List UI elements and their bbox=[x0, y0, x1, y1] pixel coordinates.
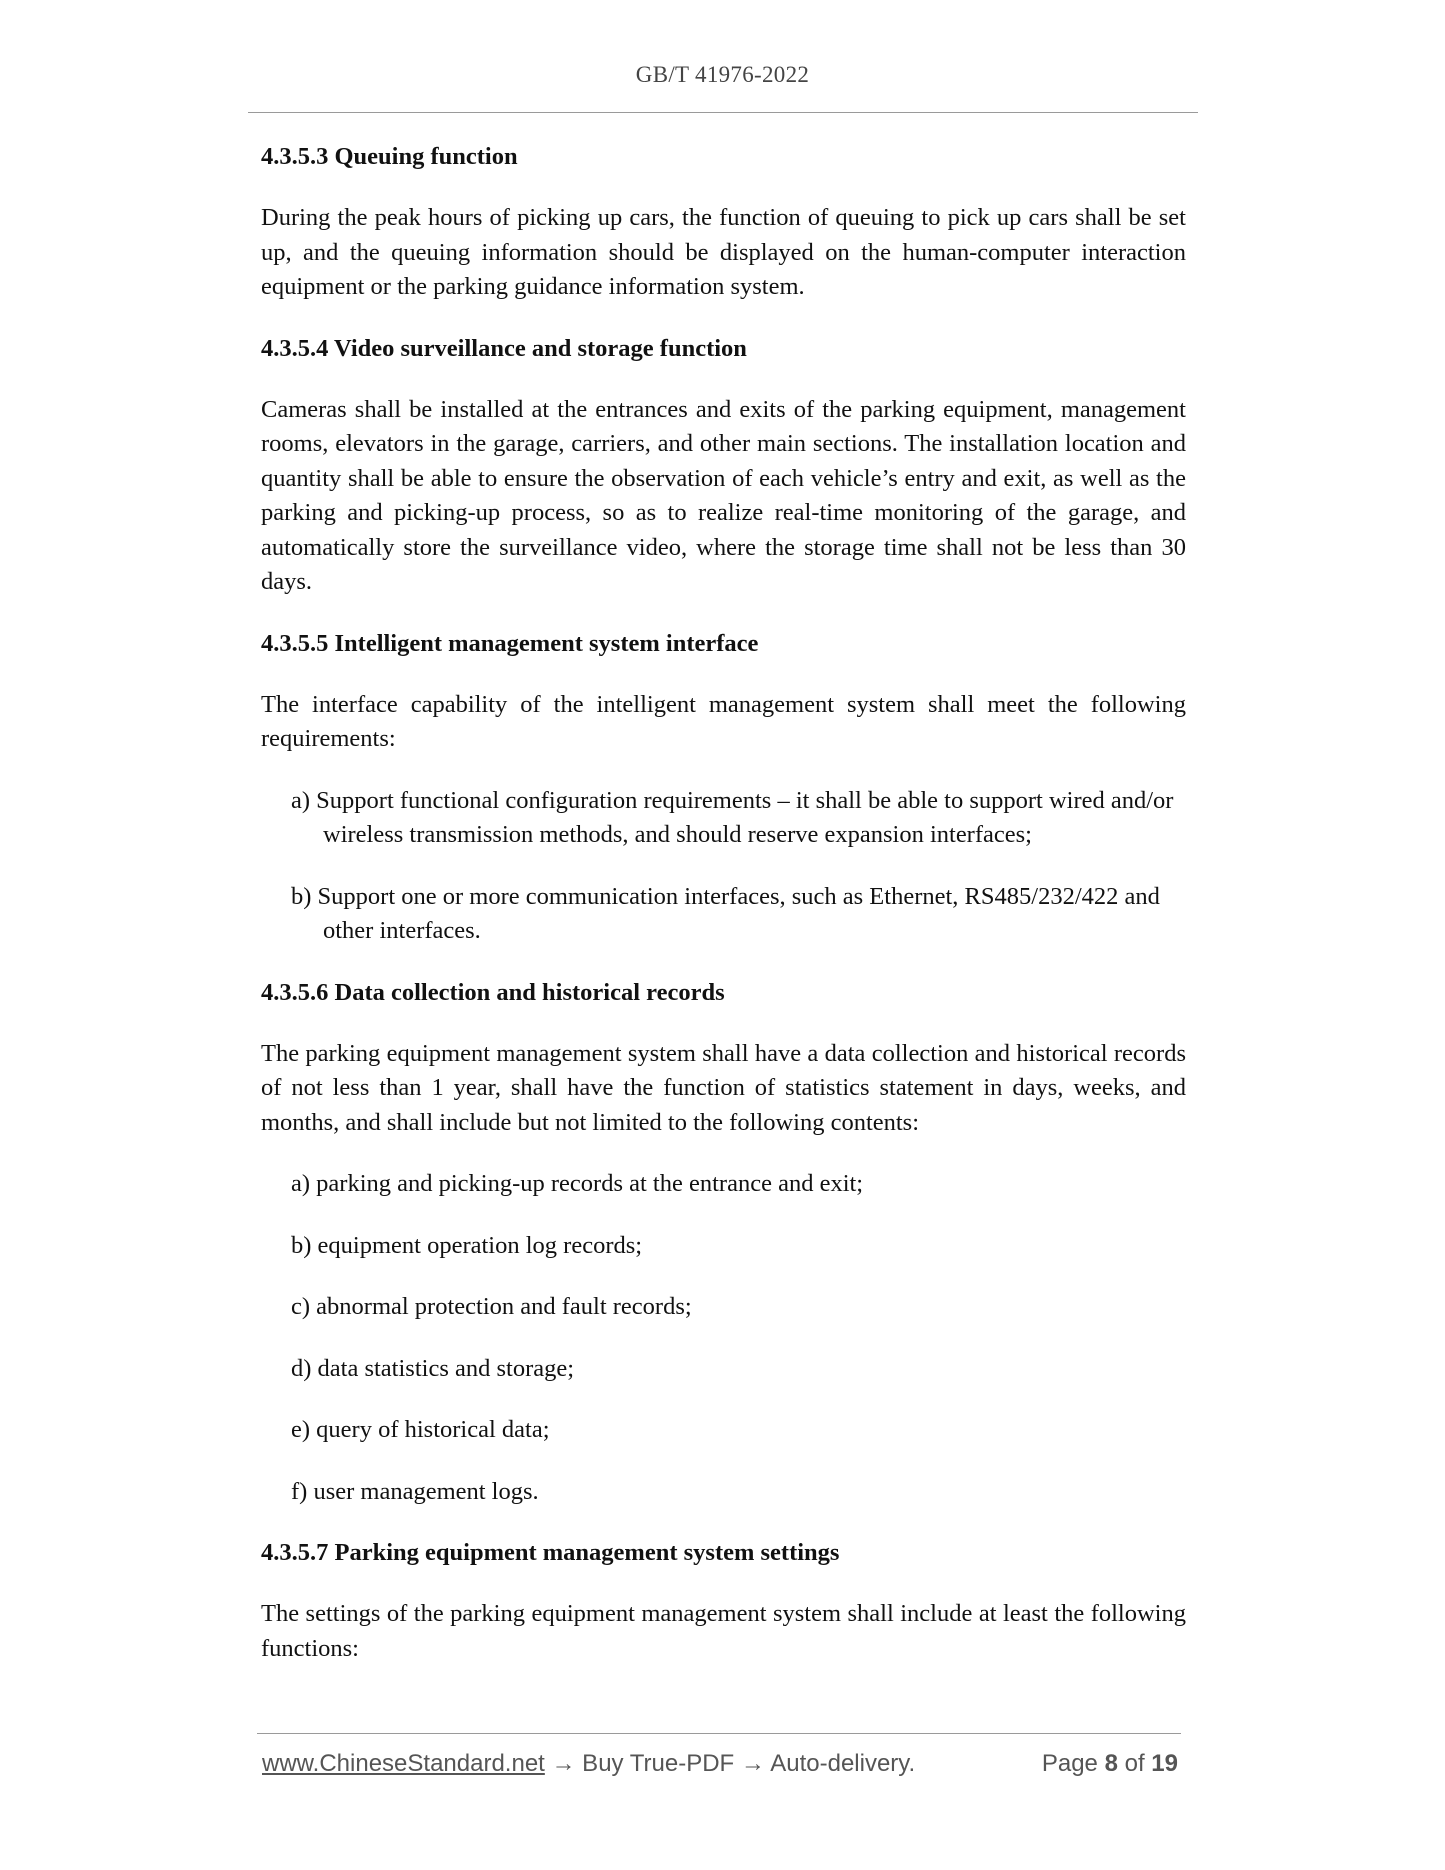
section-heading-data-collection: 4.3.5.6 Data collection and historical records bbox=[261, 978, 725, 1006]
section-heading-queuing: 4.3.5.3 Queuing function bbox=[261, 143, 518, 170]
footer-divider bbox=[257, 1733, 1181, 1734]
section-paragraph-system-settings: The settings of the parking equipment management system shall include at least the following functions: bbox=[261, 1600, 1186, 1662]
of-label: of bbox=[1124, 1750, 1145, 1777]
list-item: f) user management logs. bbox=[291, 1477, 539, 1505]
list-item: b) equipment operation log records; bbox=[291, 1231, 643, 1259]
section-heading-system-settings: 4.3.5.7 Parking equipment management system settings bbox=[261, 1539, 840, 1566]
page-indicator bbox=[1042, 1750, 1178, 1778]
list-item: e) query of historical data; bbox=[291, 1416, 550, 1443]
list-item: b) Support one or more communication interfaces, such as Ethernet, RS485/232/422 and other interfaces. bbox=[291, 882, 1160, 944]
website-link[interactable]: www.ChineseStandard.net bbox=[262, 1750, 545, 1777]
list-item: a) parking and picking-up records at the entrance and exit; bbox=[291, 1170, 864, 1197]
footer-promo bbox=[262, 1750, 915, 1778]
page-label: Page bbox=[1041, 1750, 1098, 1777]
current-page-number: 8 bbox=[1104, 1750, 1118, 1777]
list-item: c) abnormal protection and fault records; bbox=[291, 1293, 692, 1320]
list-item: d) data statistics and storage; bbox=[291, 1354, 575, 1382]
header-divider bbox=[248, 112, 1198, 113]
document-body bbox=[261, 140, 1186, 1693]
section-paragraph-data-collection: The parking equipment management system shall have a data collection and historical records of not less than 1 year, shall have the function of statistics statement in days, weeks, and months, and shall include but not limited to the following contents: bbox=[261, 1039, 1186, 1136]
section-paragraph-queuing: During the peak hours of picking up cars, the function of queuing to pick up cars shall be set up, and the queuing information should be displayed on the human-computer interaction equipment or the parking guidance information system. bbox=[261, 204, 1186, 300]
section-heading-interface: 4.3.5.5 Intelligent management system interface bbox=[261, 629, 759, 657]
list-item: a) Support functional configuration requirements – it shall be able to support wired and/or wireless transmission methods, and should reserve expansion interfaces; bbox=[291, 786, 1174, 848]
document-code-header: GB/T 41976-2022 bbox=[635, 62, 810, 87]
section-heading-video-surveillance: 4.3.5.4 Video surveillance and storage function bbox=[261, 334, 747, 362]
total-pages-number: 19 bbox=[1151, 1750, 1178, 1777]
section-paragraph-interface: The interface capability of the intelligent management system shall meet the following requirements: bbox=[261, 690, 1186, 752]
footer-promo-text: → Buy True-PDF → Auto-delivery. bbox=[544, 1750, 916, 1777]
section-paragraph-video-surveillance: Cameras shall be installed at the entrances and exits of the parking equipment, management rooms, elevators in the garage, carriers, and other main sections. The installation location and quantity shall be able to ensure the observation of each vehicle’s entry and exit, as well as the parking and picking-up process, so as to realize real-time monitoring of the garage, and automatically store the surveillance video, where the storage time shall not be less than 30 days. bbox=[261, 395, 1186, 595]
